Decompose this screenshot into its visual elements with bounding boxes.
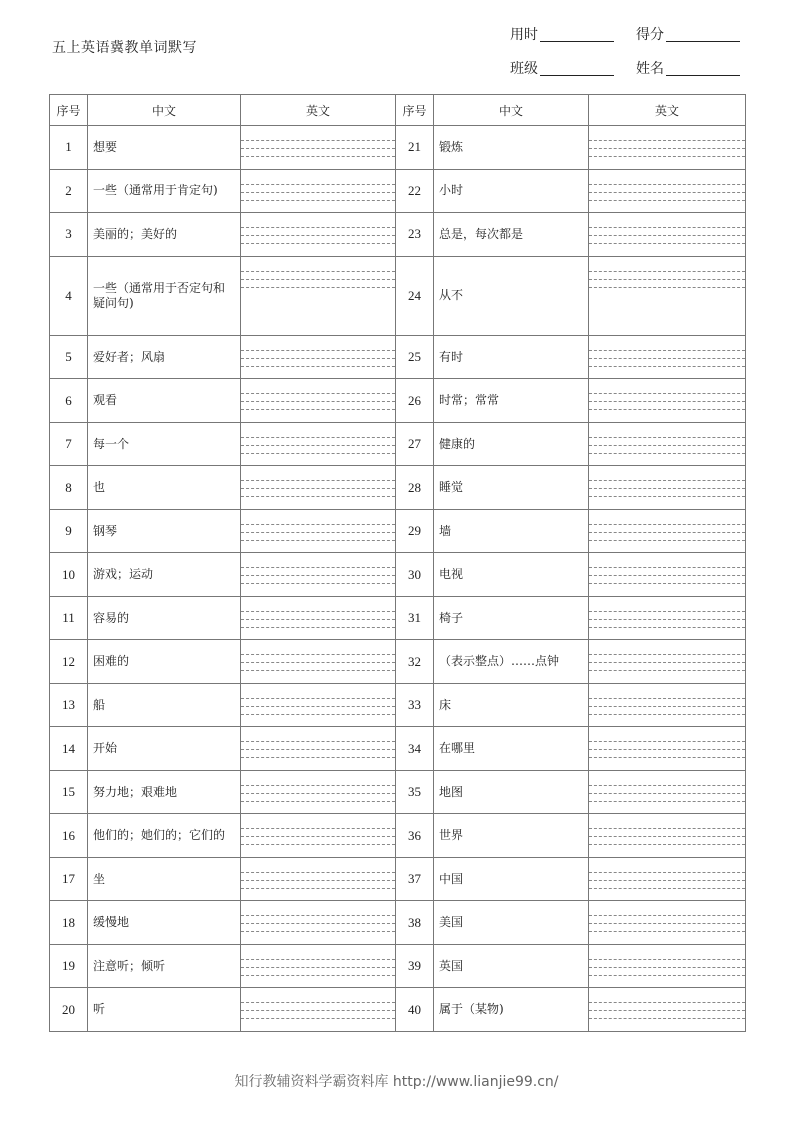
word-number: 2 [50,169,88,213]
header-zh-left: 中文 [88,95,241,126]
writing-guide-line [589,662,745,663]
word-number: 39 [396,944,434,988]
writing-guide-line [241,706,395,707]
chinese-meaning: 世界 [434,814,589,858]
english-answer-cell[interactable] [589,640,746,684]
writing-guide-line [589,567,745,568]
writing-guide-line [241,670,395,671]
writing-guide-line [241,366,395,367]
chinese-meaning: 墙 [434,509,589,553]
writing-guide-line [589,975,745,976]
chinese-meaning: 坐 [88,857,241,901]
word-number: 26 [396,379,434,423]
writing-guide-line [589,496,745,497]
writing-guide-line [589,923,745,924]
chinese-meaning: 船 [88,683,241,727]
writing-guide-line [589,279,745,280]
word-number: 35 [396,770,434,814]
writing-guide-line [241,583,395,584]
writing-guide-line [241,401,395,402]
table-row [50,770,746,814]
word-number: 1 [50,126,88,170]
chinese-meaning: 观看 [88,379,241,423]
writing-guide-line [241,880,395,881]
writing-guide-line [589,959,745,960]
table-row [50,213,746,257]
writing-guide-line [589,706,745,707]
table-row [50,683,746,727]
name-blank[interactable] [666,74,740,76]
word-number: 30 [396,553,434,597]
english-answer-cell[interactable] [589,770,746,814]
name-label: 姓名 [636,61,664,77]
english-answer-cell[interactable] [241,126,396,170]
english-answer-cell[interactable] [241,640,396,684]
chinese-meaning: 床 [434,683,589,727]
word-number: 8 [50,466,88,510]
table-row [50,422,746,466]
chinese-meaning: 也 [88,466,241,510]
writing-guide-line [241,611,395,612]
writing-guide-line [241,1010,395,1011]
writing-guide-line [589,192,745,193]
vocab-table [49,94,746,1032]
english-answer-cell[interactable] [241,256,396,335]
writing-guide-line [241,967,395,968]
table-row [50,335,746,379]
class-field[interactable] [510,58,614,78]
writing-guide-line [241,480,395,481]
name-field[interactable] [636,58,740,78]
footer-watermark: 知行教辅资料学霸资料库 http://www.lianjie99.cn/ [234,1074,559,1090]
writing-guide-line [241,757,395,758]
english-answer-cell[interactable] [589,213,746,257]
table-row [50,509,746,553]
table-row [50,379,746,423]
writing-guide-line [589,287,745,288]
word-number: 3 [50,213,88,257]
writing-guide-line [589,540,745,541]
writing-guide-line [241,279,395,280]
english-answer-cell[interactable] [589,727,746,771]
chinese-meaning: 英国 [434,944,589,988]
english-answer-cell[interactable] [241,596,396,640]
writing-guide-line [589,393,745,394]
table-row [50,126,746,170]
writing-guide-line [589,200,745,201]
chinese-meaning: 爱好者；风扇 [88,335,241,379]
word-number: 27 [396,422,434,466]
english-answer-cell[interactable] [589,379,746,423]
writing-guide-line [241,749,395,750]
writing-guide-line [241,575,395,576]
writing-guide-line [589,184,745,185]
word-number: 7 [50,422,88,466]
writing-guide-line [241,453,395,454]
word-number: 9 [50,509,88,553]
writing-guide-line [241,975,395,976]
chinese-meaning: 在哪里 [434,727,589,771]
writing-guide-line [589,836,745,837]
chinese-meaning: 注意听；倾听 [88,944,241,988]
class-label: 班级 [510,61,538,77]
writing-guide-line [241,200,395,201]
english-answer-cell[interactable] [241,169,396,213]
english-answer-cell[interactable] [589,683,746,727]
table-row [50,596,746,640]
table-row [50,640,746,684]
writing-guide-line [241,488,395,489]
chinese-meaning: 有时 [434,335,589,379]
writing-guide-line [589,488,745,489]
chinese-meaning: 属于（某物) [434,988,589,1032]
writing-guide-line [589,140,745,141]
writing-guide-line [241,496,395,497]
word-number: 38 [396,901,434,945]
chinese-meaning: 每一个 [88,422,241,466]
writing-guide-line [241,358,395,359]
writing-guide-line [589,148,745,149]
chinese-meaning: 时常；常常 [434,379,589,423]
writing-guide-line [589,1018,745,1019]
english-answer-cell[interactable] [589,422,746,466]
chinese-meaning: 游戏；运动 [88,553,241,597]
english-answer-cell[interactable] [241,770,396,814]
writing-guide-line [241,350,395,351]
writing-guide-line [241,785,395,786]
writing-guide-line [241,714,395,715]
chinese-meaning: 地图 [434,770,589,814]
chinese-meaning: （表示整点）……点钟 [434,640,589,684]
chinese-meaning: 想要 [88,126,241,170]
writing-guide-line [241,888,395,889]
score-field[interactable] [636,24,740,44]
word-number: 32 [396,640,434,684]
word-number: 16 [50,814,88,858]
word-number: 12 [50,640,88,684]
writing-guide-line [241,524,395,525]
writing-guide-line [241,741,395,742]
writing-guide-line [589,844,745,845]
writing-guide-line [589,227,745,228]
writing-guide-line [241,148,395,149]
english-answer-cell[interactable] [241,213,396,257]
chinese-meaning: 睡觉 [434,466,589,510]
english-answer-cell[interactable] [589,596,746,640]
writing-guide-line [589,749,745,750]
word-number: 23 [396,213,434,257]
writing-guide-line [589,271,745,272]
word-number: 25 [396,335,434,379]
english-answer-cell[interactable] [241,466,396,510]
chinese-meaning: 美丽的；美好的 [88,213,241,257]
word-number: 14 [50,727,88,771]
writing-guide-line [589,453,745,454]
english-answer-cell[interactable] [241,553,396,597]
table-row [50,553,746,597]
writing-guide-line [589,714,745,715]
writing-guide-line [589,793,745,794]
table-row [50,988,746,1032]
writing-guide-line [589,967,745,968]
chinese-meaning: 电视 [434,553,589,597]
english-answer-cell[interactable] [589,335,746,379]
table-row [50,901,746,945]
writing-guide-line [241,243,395,244]
word-number: 24 [396,256,434,335]
writing-guide-line [589,358,745,359]
table-row [50,944,746,988]
word-number: 33 [396,683,434,727]
time-field[interactable] [510,24,614,44]
chinese-meaning: 钢琴 [88,509,241,553]
chinese-meaning: 总是，每次都是 [434,213,589,257]
table-row [50,169,746,213]
writing-guide-line [241,1002,395,1003]
writing-guide-line [241,567,395,568]
table-header-row [50,95,746,126]
writing-guide-line [241,836,395,837]
writing-guide-line [241,872,395,873]
table-row [50,857,746,901]
english-answer-cell[interactable] [241,727,396,771]
writing-guide-line [589,757,745,758]
word-number: 37 [396,857,434,901]
english-answer-cell[interactable] [241,857,396,901]
word-number: 11 [50,596,88,640]
writing-guide-line [589,401,745,402]
time-blank[interactable] [540,40,614,42]
word-number: 20 [50,988,88,1032]
header-zh-right: 中文 [434,95,589,126]
writing-guide-line [589,670,745,671]
writing-guide-line [241,828,395,829]
writing-guide-line [589,619,745,620]
chinese-meaning: 健康的 [434,422,589,466]
word-number: 34 [396,727,434,771]
writing-guide-line [241,915,395,916]
writing-guide-line [589,627,745,628]
word-number: 28 [396,466,434,510]
writing-guide-line [241,445,395,446]
english-answer-cell[interactable] [589,988,746,1032]
english-answer-cell[interactable] [241,335,396,379]
english-answer-cell[interactable] [589,553,746,597]
writing-guide-line [241,227,395,228]
writing-guide-line [241,844,395,845]
english-answer-cell[interactable] [589,857,746,901]
writing-guide-line [589,524,745,525]
writing-guide-line [589,741,745,742]
writing-guide-line [241,393,395,394]
writing-guide-line [589,1002,745,1003]
writing-guide-line [241,959,395,960]
word-number: 13 [50,683,88,727]
header-en-left: 英文 [241,95,396,126]
writing-guide-line [241,409,395,410]
writing-guide-line [589,366,745,367]
writing-guide-line [589,409,745,410]
chinese-meaning: 锻炼 [434,126,589,170]
table-row [50,814,746,858]
chinese-meaning: 困难的 [88,640,241,684]
writing-guide-line [589,575,745,576]
writing-guide-line [241,235,395,236]
writing-guide-line [241,662,395,663]
word-number: 22 [396,169,434,213]
word-number: 29 [396,509,434,553]
writing-guide-line [241,654,395,655]
writing-guide-line [241,801,395,802]
word-number: 40 [396,988,434,1032]
word-number: 4 [50,256,88,335]
word-number: 36 [396,814,434,858]
chinese-meaning: 小时 [434,169,589,213]
chinese-meaning: 从不 [434,256,589,335]
writing-guide-line [589,445,745,446]
english-answer-cell[interactable] [241,422,396,466]
writing-guide-line [241,532,395,533]
writing-guide-line [589,888,745,889]
page-title: 五上英语冀教单词默写 [52,40,197,56]
english-answer-cell[interactable] [241,509,396,553]
word-number: 18 [50,901,88,945]
writing-guide-line [241,192,395,193]
english-answer-cell[interactable] [589,509,746,553]
writing-guide-line [241,1018,395,1019]
score-blank[interactable] [666,40,740,42]
english-answer-cell[interactable] [589,169,746,213]
writing-guide-line [589,583,745,584]
word-number: 6 [50,379,88,423]
writing-guide-line [241,627,395,628]
writing-guide-line [589,698,745,699]
writing-guide-line [589,437,745,438]
writing-guide-line [241,931,395,932]
chinese-meaning: 美国 [434,901,589,945]
writing-guide-line [589,931,745,932]
writing-guide-line [241,698,395,699]
writing-guide-line [589,611,745,612]
writing-guide-line [589,532,745,533]
english-answer-cell[interactable] [589,944,746,988]
word-number: 5 [50,335,88,379]
english-answer-cell[interactable] [241,988,396,1032]
chinese-meaning: 缓慢地 [88,901,241,945]
writing-guide-line [241,184,395,185]
english-answer-cell[interactable] [589,814,746,858]
chinese-meaning: 一些（通常用于否定句和疑问句) [88,256,241,335]
writing-guide-line [589,880,745,881]
chinese-meaning: 他们的；她们的；它们的 [88,814,241,858]
writing-guide-line [241,156,395,157]
writing-guide-line [589,654,745,655]
writing-guide-line [589,915,745,916]
writing-guide-line [241,140,395,141]
writing-guide-line [241,271,395,272]
table-row [50,466,746,510]
word-number: 17 [50,857,88,901]
english-answer-cell[interactable] [241,901,396,945]
english-answer-cell[interactable] [241,814,396,858]
writing-guide-line [589,235,745,236]
word-number: 31 [396,596,434,640]
table-row [50,256,746,335]
header-num-left: 序号 [50,95,88,126]
writing-guide-line [589,156,745,157]
english-answer-cell[interactable] [241,944,396,988]
word-number: 19 [50,944,88,988]
header-en-right: 英文 [589,95,746,126]
table-row [50,727,746,771]
chinese-meaning: 听 [88,988,241,1032]
writing-guide-line [241,540,395,541]
chinese-meaning: 容易的 [88,596,241,640]
chinese-meaning: 一些（通常用于肯定句) [88,169,241,213]
word-number: 21 [396,126,434,170]
writing-guide-line [589,801,745,802]
class-blank[interactable] [540,74,614,76]
time-label: 用时 [510,27,538,43]
word-number: 10 [50,553,88,597]
english-answer-cell[interactable] [589,126,746,170]
chinese-meaning: 努力地；艰难地 [88,770,241,814]
writing-guide-line [589,1010,745,1011]
english-answer-cell[interactable] [589,901,746,945]
writing-guide-line [589,828,745,829]
header-num-right: 序号 [396,95,434,126]
english-answer-cell[interactable] [589,466,746,510]
writing-guide-line [241,793,395,794]
word-number: 15 [50,770,88,814]
writing-guide-line [589,872,745,873]
writing-guide-line [241,287,395,288]
english-answer-cell[interactable] [241,683,396,727]
chinese-meaning: 中国 [434,857,589,901]
chinese-meaning: 椅子 [434,596,589,640]
writing-guide-line [589,243,745,244]
writing-guide-line [589,480,745,481]
chinese-meaning: 开始 [88,727,241,771]
english-answer-cell[interactable] [241,379,396,423]
writing-guide-line [241,619,395,620]
english-answer-cell[interactable] [589,256,746,335]
writing-guide-line [589,350,745,351]
writing-guide-line [241,437,395,438]
score-label: 得分 [636,27,664,43]
writing-guide-line [241,923,395,924]
writing-guide-line [589,785,745,786]
